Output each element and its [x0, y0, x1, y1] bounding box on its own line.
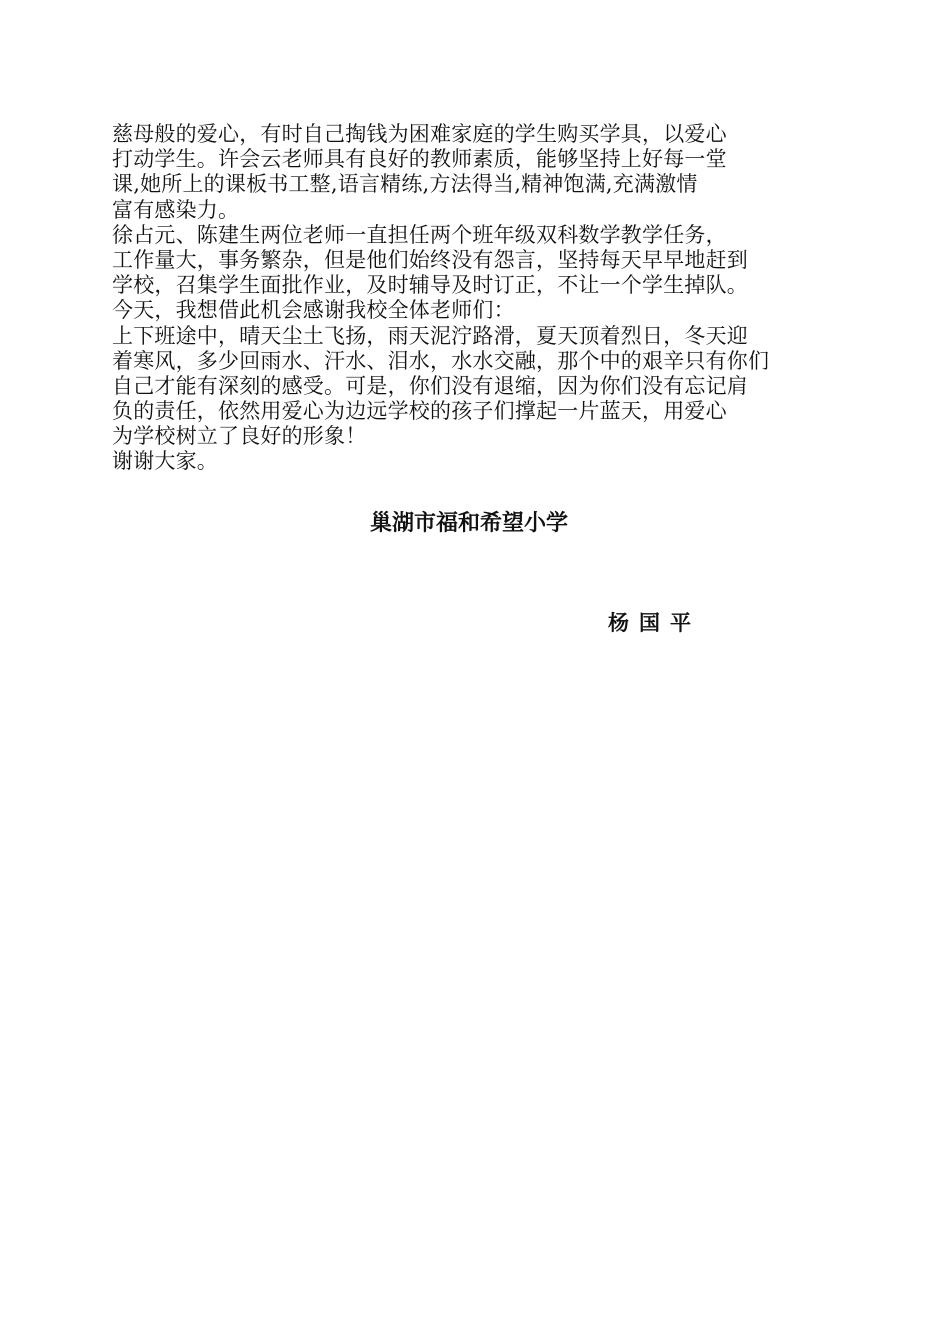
body-line: 负的责任，依然用爱心为边远学校的孩子们撑起一片蓝天，用爱心 [112, 399, 727, 424]
body-line: 自己才能有深刻的感受。可是，你们没有退缩，因为你们没有忘记肩 [112, 373, 748, 398]
body-line: 上下班途中，晴天尘土飞扬，雨天泥泞路滑，夏天顶着烈日，冬天迎 [112, 323, 748, 348]
body-line: 徐占元、陈建生两位老师一直担任两个班年级双科数学教学任务， [112, 222, 727, 247]
school-name: 巢湖市福和希望小学 [369, 510, 568, 536]
body-line: 富有感染力。 [112, 197, 240, 222]
body-line: 着寒风，多少回雨水、汗水、泪水，水水交融，那个中的艰辛只有你们 [112, 348, 770, 373]
body-line: 工作量大，事务繁杂，但是他们始终没有怨言，坚持每天早早地赶到 [112, 247, 748, 272]
body-line: 慈母般的爱心，有时自己掏钱为困难家庭的学生购买学具，以爱心 [112, 122, 727, 146]
body-line: 今天，我想借此机会感谢我校全体老师们： [112, 298, 515, 323]
body-line: 谢谢大家。 [112, 449, 218, 474]
body-line: 为学校树立了良好的形象！ [112, 424, 367, 449]
speech-body [112, 122, 812, 475]
body-line: 课,她所上的课板书工整,语言精练,方法得当,精神饱满,充满激情 [112, 172, 698, 197]
signature: 杨国平 [608, 610, 701, 635]
body-line: 学校，召集学生面批作业，及时辅导及时订正，不让一个学生掉队。 [112, 273, 748, 298]
body-line: 打动学生。许会云老师具有良好的教师素质，能够坚持上好每一堂 [112, 147, 727, 172]
